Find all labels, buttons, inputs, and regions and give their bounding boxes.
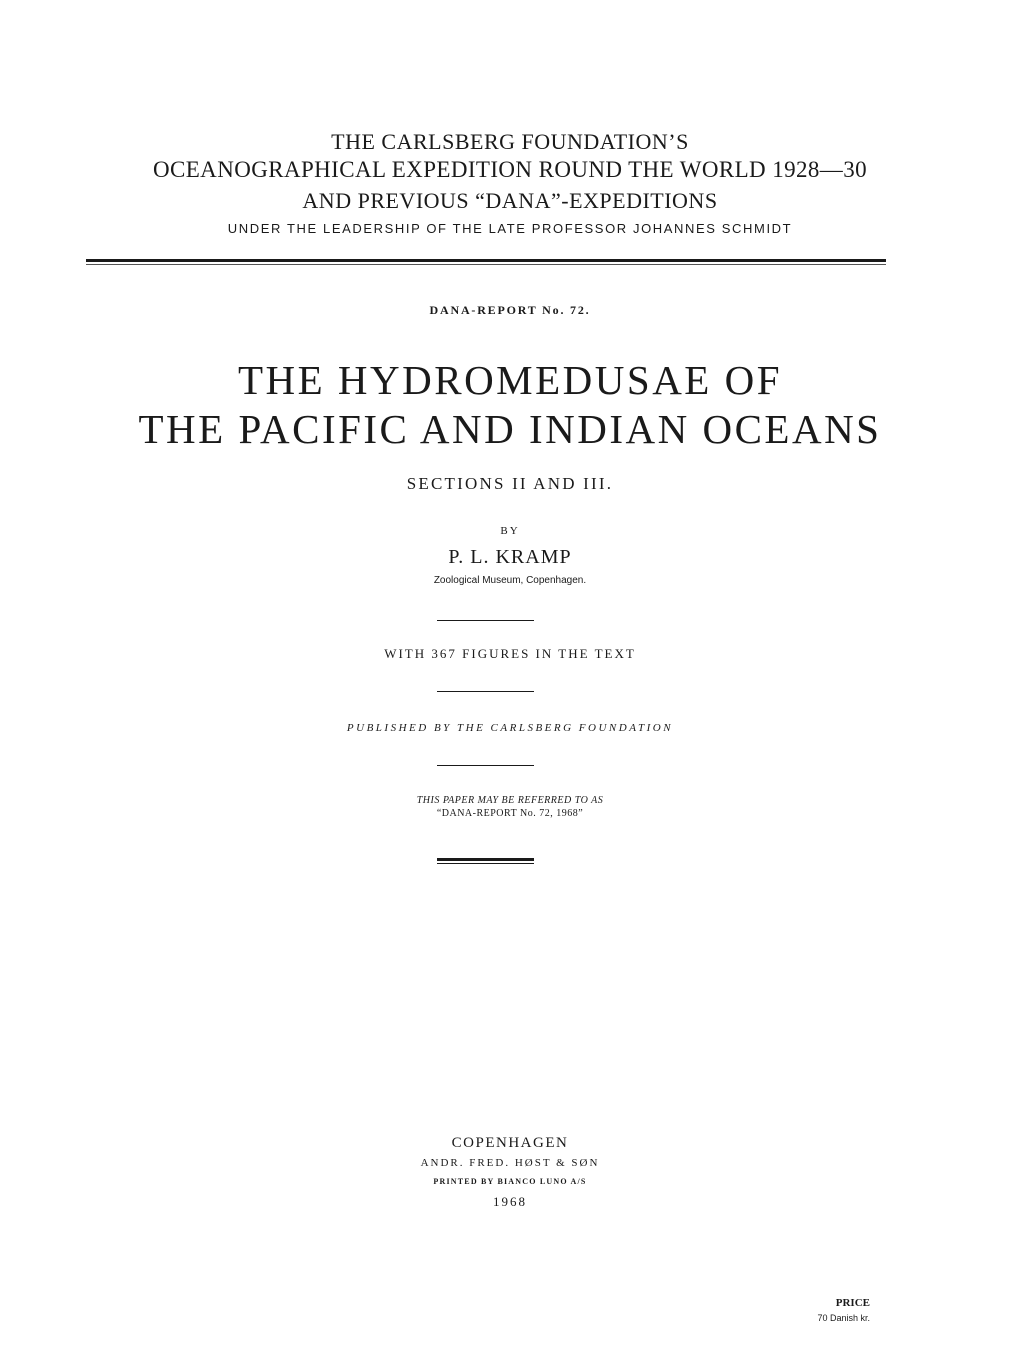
title-line-2: THE PACIFIC AND INDIAN OCEANS [138,406,882,452]
title-line-1: THE HYDROMEDUSAE OF [237,357,783,403]
reference-line-2: “DANA-REPORT No. 72, 1968” [436,808,584,819]
publisher-statement: PUBLISHED BY THE CARLSBERG FOUNDATION [346,722,674,734]
header-double-rule-thin [86,264,886,265]
divider-1 [437,620,534,621]
divider-bold-thin [437,863,534,864]
price-label: PRICE [835,1297,870,1309]
price-value: 70 Danish kr. [817,1313,870,1323]
imprint-year: 1968 [493,1194,527,1209]
divider-bold-thick [437,858,534,861]
imprint-city: COPENHAGEN [451,1135,569,1151]
reference-line-1: THIS PAPER MAY BE REFERRED TO AS [416,795,604,806]
sections-subtitle: SECTIONS II AND III. [406,474,614,493]
header-double-rule-thick [86,259,886,262]
author-name: P. L. KRAMP [448,546,572,568]
by-label: BY [500,525,520,537]
report-number: DANA-REPORT No. 72. [429,303,591,317]
header-line-3: AND PREVIOUS “DANA”-EXPEDITIONS [302,188,718,213]
divider-2 [437,691,534,692]
header-line-2: OCEANOGRAPHICAL EXPEDITION ROUND THE WORLD 1928—30 [152,157,868,182]
header-line-1: THE CARLSBERG FOUNDATION’S [331,129,689,154]
imprint-publisher: ANDR. FRED. HØST & SØN [420,1157,600,1169]
divider-3 [437,765,534,766]
author-affiliation: Zoological Museum, Copenhagen. [433,575,587,586]
figures-note: WITH 367 FIGURES IN THE TEXT [384,646,636,661]
header-line-4: UNDER THE LEADERSHIP OF THE LATE PROFESSOR JOHANNES SCHMIDT [227,221,793,236]
imprint-printer: PRINTED BY BIANCO LUNO A/S [433,1177,587,1186]
